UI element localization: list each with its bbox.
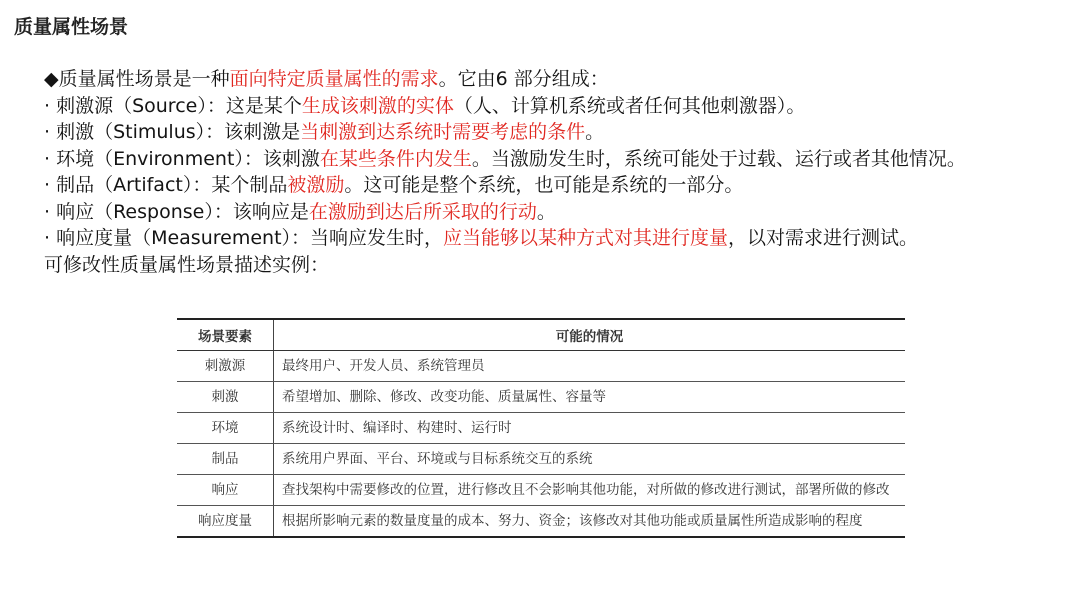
item-post: 。 — [536, 200, 556, 223]
intro-post: 。它由6 部分组成： — [438, 68, 609, 90]
table-row — [177, 444, 905, 475]
item-post: （人、计算机系统或者任何其他刺激器）。 — [453, 94, 806, 117]
item-highlight: 当刺激到达系统时需要考虑的条件 — [300, 121, 586, 143]
item-stimulus — [44, 119, 1064, 146]
item-pre: · 响应度量（Measurement）：当响应发生时， — [44, 227, 444, 249]
table-row — [177, 413, 905, 444]
table-intro: 可修改性质量属性场景描述实例： — [44, 253, 330, 276]
table-row — [177, 382, 905, 413]
item-measurement — [44, 225, 1064, 252]
item-pre: · 响应（Response）：该响应是 — [44, 200, 309, 223]
item-environment — [44, 146, 1064, 173]
table-cell-situation: 根据所影响元素的数量度量的成本、努力、资金；该修改对其他功能或质量属性所造成影响的程度 — [282, 513, 863, 529]
item-response — [44, 199, 1064, 226]
intro-pre: 质量属性场景是一种 — [58, 68, 230, 90]
table-cell-element: 刺激源 — [177, 351, 274, 382]
scenario-table-wrapper — [177, 318, 905, 538]
table-row — [177, 506, 905, 538]
item-highlight: 应当能够以某种方式对其进行度量 — [443, 227, 729, 249]
item-highlight: 在某些条件内发生 — [319, 147, 472, 170]
intro-line — [44, 66, 1064, 93]
page-title: 质量属性场景 — [14, 16, 129, 38]
table-header-situation: 可能的情况 — [274, 319, 906, 351]
item-highlight: 被激励 — [287, 174, 345, 196]
table-cell-situation: 最终用户、开发人员、系统管理员 — [274, 351, 906, 382]
table-cell-element: 环境 — [177, 413, 274, 444]
intro-highlight: 面向特定质量属性的需求 — [229, 68, 439, 90]
item-post: 。当激励发生时，系统可能处于过载、运行或者其他情况。 — [471, 147, 966, 170]
table-cell-situation: 系统设计时、编译时、构建时、运行时 — [274, 413, 906, 444]
table-cell-situation: 查找架构中需要修改的位置，进行修改且不会影响其他功能，对所做的修改进行测试，部署所做的修改 — [274, 475, 906, 506]
slide-content — [44, 66, 1064, 278]
table-cell-element: 响应 — [177, 475, 274, 506]
item-post: 。这可能是整个系统，也可能是系统的一部分。 — [344, 174, 744, 196]
item-highlight: 生成该刺激的实体 — [301, 94, 454, 117]
item-pre: · 环境（Environment）：该刺激 — [44, 147, 320, 170]
table-row — [177, 475, 905, 506]
item-highlight: 在激励到达后所采取的行动 — [308, 200, 537, 223]
table-header-row — [177, 319, 905, 351]
table-cell-situation: 希望增加、删除、修改、改变功能、质量属性、容量等 — [274, 382, 906, 413]
table-cell-element: 响应度量 — [177, 506, 274, 538]
table-row — [177, 351, 905, 382]
item-pre: · 刺激源（Source）：这是某个 — [44, 94, 302, 117]
table-cell-situation: 系统用户界面、平台、环境或与目标系统交互的系统 — [274, 444, 906, 475]
bullet-diamond-icon: ◆ — [44, 68, 59, 90]
table-cell-element: 刺激 — [177, 382, 274, 413]
item-artifact — [44, 172, 1064, 199]
item-post: 。 — [585, 121, 605, 143]
scenario-table — [177, 318, 905, 538]
item-pre: · 制品（Artifact）：某个制品 — [44, 174, 288, 196]
item-pre: · 刺激（Stimulus）：该刺激是 — [44, 121, 301, 143]
table-cell-element: 制品 — [177, 444, 274, 475]
item-post: ，以对需求进行测试。 — [728, 227, 919, 249]
item-source — [44, 93, 1064, 120]
table-header-element: 场景要素 — [177, 319, 274, 351]
